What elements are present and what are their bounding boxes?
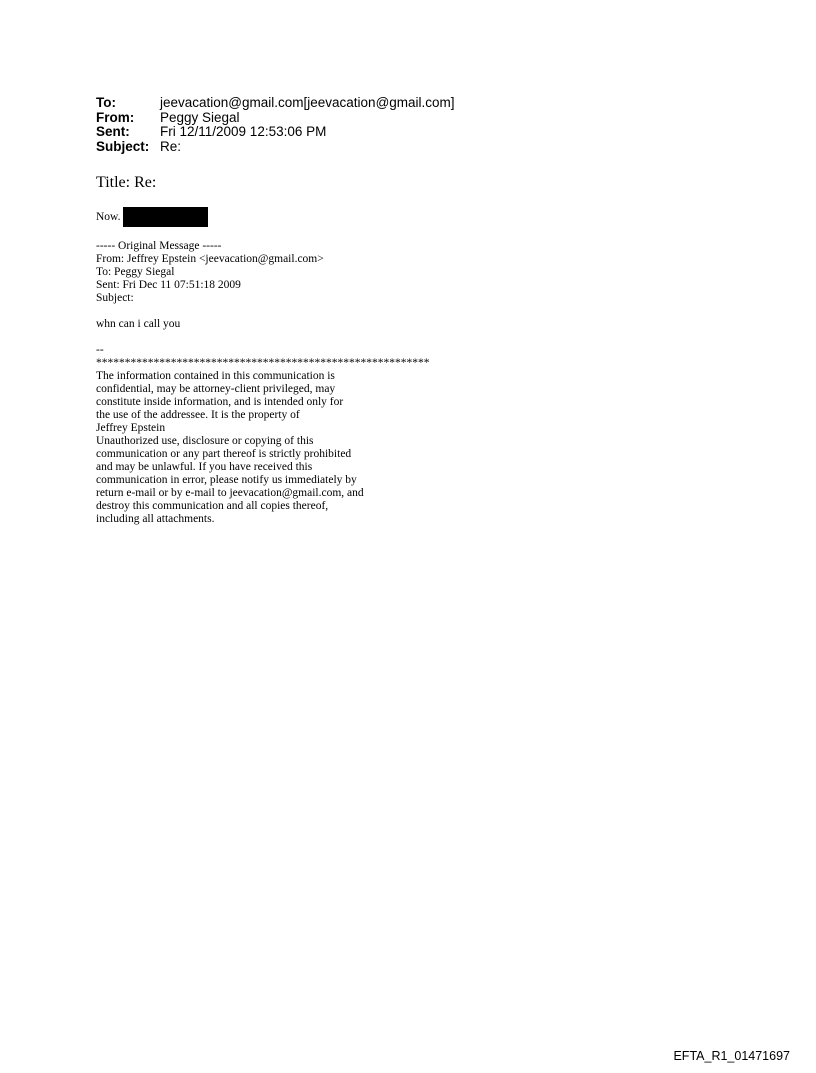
disclaimer-line: destroy this communication and all copies thereof, bbox=[96, 500, 329, 512]
original-from: From: Jeffrey Epstein <jeevacation@gmail.com> bbox=[96, 253, 324, 265]
disclaimer-line: Unauthorized use, disclosure or copying of this bbox=[96, 435, 314, 447]
disclaimer-line: The information contained in this communication is bbox=[96, 370, 335, 382]
reply-line bbox=[96, 207, 430, 227]
subject-label: Subject: bbox=[96, 138, 150, 154]
subject-value: Re: bbox=[160, 138, 182, 154]
original-body: whn can i call you bbox=[96, 318, 181, 330]
from-row bbox=[96, 111, 455, 126]
disclaimer-line: and may be unlawful. If you have received this bbox=[96, 461, 313, 473]
email-header bbox=[96, 96, 455, 154]
disclaimer-line: constitute inside information, and is intended only for bbox=[96, 396, 344, 408]
original-separator: ----- Original Message ----- bbox=[96, 240, 222, 252]
redaction-box bbox=[123, 207, 208, 227]
document-id: EFTA_R1_01471697 bbox=[673, 1049, 790, 1063]
original-to: To: Peggy Siegal bbox=[96, 266, 175, 278]
page-title: Title: Re: bbox=[96, 174, 157, 191]
from-label: From: bbox=[96, 109, 135, 125]
original-subject: Subject: bbox=[96, 292, 134, 304]
email-body bbox=[96, 207, 430, 526]
sent-row bbox=[96, 125, 455, 140]
disclaimer-line: including all attachments. bbox=[96, 513, 215, 525]
sent-label: Sent: bbox=[96, 124, 130, 139]
signature bbox=[96, 344, 430, 370]
disclaimer bbox=[96, 370, 430, 526]
signature-stars: ********************************************************** bbox=[96, 357, 430, 369]
disclaimer-line: Jeffrey Epstein bbox=[96, 422, 166, 434]
disclaimer-line: communication or any part thereof is strictly prohibited bbox=[96, 448, 352, 460]
reply-text: Now. bbox=[96, 210, 121, 223]
original-message bbox=[96, 240, 430, 331]
sent-value: Fri 12/11/2009 12:53:06 PM bbox=[160, 124, 327, 139]
subject-row bbox=[96, 140, 455, 155]
to-value: jeevacation@gmail.com[jeevacation@gmail.com] bbox=[160, 95, 455, 110]
from-value: Peggy Siegal bbox=[160, 109, 240, 125]
signature-dashes: -- bbox=[96, 344, 104, 356]
disclaimer-line: communication in error, please notify us immediately by bbox=[96, 474, 357, 486]
original-sent: Sent: Fri Dec 11 07:51:18 2009 bbox=[96, 279, 241, 291]
to-row bbox=[96, 96, 455, 111]
disclaimer-line: return e-mail or by e-mail to jeevacation@gmail.com, and bbox=[96, 487, 364, 499]
to-label: To: bbox=[96, 95, 116, 110]
disclaimer-line: the use of the addressee. It is the property of bbox=[96, 409, 300, 421]
disclaimer-line: confidential, may be attorney-client privileged, may bbox=[96, 383, 336, 395]
